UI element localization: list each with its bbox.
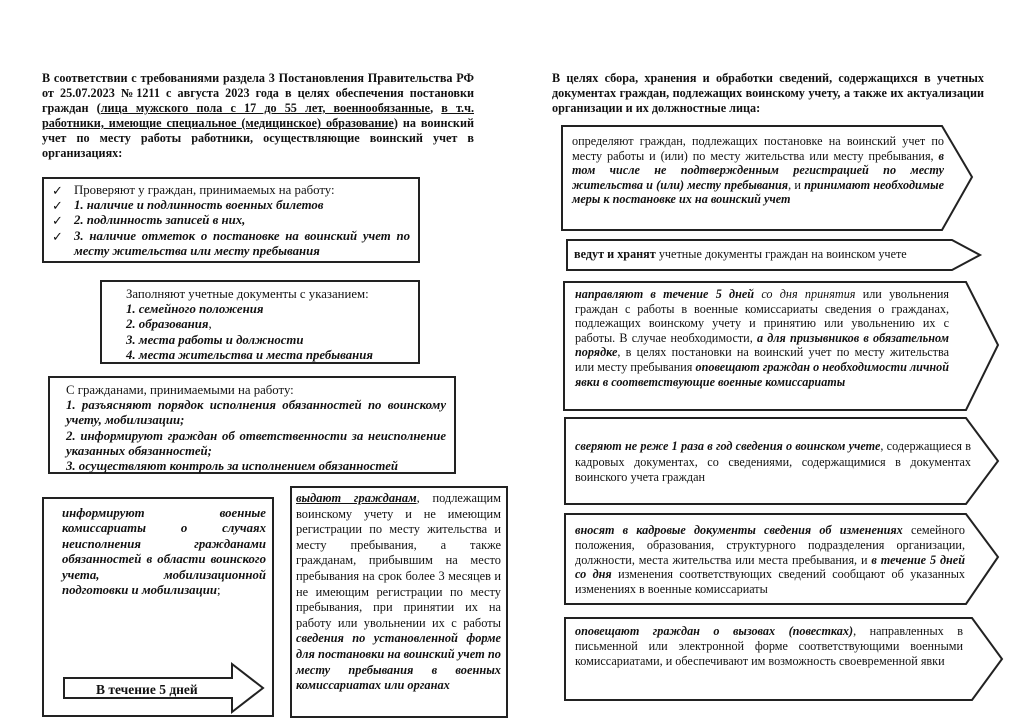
arrow-box-2-text (574, 247, 954, 262)
arrow-box-5-text (575, 523, 965, 597)
hire-item-1: 1. разъясняют порядок исполнения обязанностей по воинскому учету, мобилизации; (66, 398, 446, 428)
r5-a: вносят в кадровые документы сведения об изменениях (575, 523, 903, 537)
r3-f: оповещают граждан о необходимости личной явки в соответствующие военные комиссариаты (575, 359, 949, 389)
hire-item-2: 2. информируют граждан об ответственности за неисполнение указанных обязанностей; (66, 428, 446, 458)
issue-tail: сведения по установленной форме для постановки на воинский учет по месту пребывания в военных комиссариатах или органах (296, 631, 501, 693)
check-mark-icon: ✓ (52, 183, 63, 198)
r5-d: изменения соответствующих сведений сообщают об указанных изменениях в военные комиссариаты (575, 567, 965, 597)
r1-c: , и (788, 177, 805, 192)
check-mark-icon: ✓ (52, 213, 63, 229)
r3-c: или увольнения граждан с работы в военные комиссариаты сведения о гражданах, подлежащих воинскому учету и принятию или увольнению их с работы. В случае необходимости, (575, 287, 950, 345)
check-item-1-text: 1. наличие и подлинность военных билетов (74, 198, 324, 213)
r3-a: направляют в течение 5 дней (575, 287, 755, 301)
arrow-box-3-text (575, 287, 949, 389)
inform-lead: информируют (62, 506, 145, 520)
fill-item-4: 4. места жительства и места пребывания (126, 347, 373, 362)
fill-item-3: 3. места работы и должности (126, 332, 304, 347)
r3-d: а для призывников в обязательном порядке (575, 330, 949, 360)
issue-body: , подлежащим воинскому учету и не имеющим регистрации по месту жительства и месту пребывания, а также гражданам, прибывшим на место пребывания на срок более 3 месяцев и не имеющим регистрации по месту пребывания, при принятии их на работу или увольнении их с работы (296, 491, 501, 630)
fill-item-2: 2. образования (126, 317, 209, 332)
r5-b: семейного положения, образования, структурного подразделения организации, должности, места жительства или места пребывания, и (575, 523, 965, 567)
check-mark-icon: ✓ (52, 198, 63, 214)
r3-e: , в целях постановки на воинский учет по месту жительства или месту пребывания (575, 345, 949, 374)
hire-item-3: 3. осуществляют контроль за исполнением обязанностей (66, 459, 398, 474)
issue-lead: выдают гражданам (296, 491, 417, 505)
right-intro-paragraph: В целях сбора, хранения и обработки сведений, содержащихся в учетных документах граждан, подлежащих воинскому учету, а также их актуализации организации и их должностные лица: (552, 71, 984, 115)
five-days-label: В течение 5 дней (96, 682, 198, 697)
r1-b: в том числе не подтвержденным регистрацией по месту жительства и (или) месту пребывания (572, 148, 944, 192)
inform-body: военные комиссариаты о случаях неисполнения гражданами обязанностей в области воинского учета, мобилизационной подготовки и мобилизации (62, 506, 266, 598)
check-mark-icon: ✓ (52, 228, 63, 244)
r6-b: , направленных в письменной или электронной форме соответствующими военными комиссариатами, и обеспечивают им возможность своевременной явки (575, 624, 963, 668)
r5-c: в течение 5 дней со дня (575, 552, 965, 582)
r1-a: определяют граждан, подлежащих постановке на воинский учет по месту работы и (или) по месту жительства или месту пребывания, (572, 134, 944, 163)
check-item-3-text: 3. наличие отметок о постановке на воинский учет по месту жительства или месту пребывания (74, 228, 410, 258)
hire-box-header: С гражданами, принимаемыми на работу: (66, 383, 294, 397)
r4-b: , содержащиеся в кадровых документах, со сведениями, содержащимися в документах воинского учета граждан (575, 439, 971, 484)
r6-a: оповещают граждан о вызовах (повестках) (575, 624, 854, 638)
left-intro-part-1: В соответствии с требованиями раздела 3 Постановления Правительства РФ от 25.07.2023 №1211 с августа 2023 года в целях обеспечения постановки граждан ( (42, 71, 474, 115)
fill-item-2-comma: , (208, 317, 212, 332)
fill-item-1: 1. семейного положения (126, 302, 264, 317)
r4-a: сверяют не реже 1 раза в год сведения о воинском учете (575, 439, 881, 453)
r1-d: принимают необходимые меры к постановке их на воинский учет (572, 177, 944, 207)
left-intro-part-3: , (430, 101, 442, 115)
fill-box-header: Заполняют учетные документы с указанием: (126, 287, 369, 301)
left-intro-part-5: ) на воинский учет по месту работы работники, осуществляющие воинский учет в организациях: (42, 116, 474, 160)
r2-a: ведут и хранят (574, 247, 656, 261)
left-intro-persons: лица мужского пола с 17 до 55 лет, военнообязанные (100, 101, 431, 115)
check-box-header: Проверяют у граждан, принимаемых на работу: (74, 183, 335, 197)
arrow-box-4-text (575, 439, 971, 486)
inform-tail: ; (216, 583, 221, 598)
left-intro-workers: в т.ч. работники, имеющие специальное (медицинское) образование (42, 101, 475, 130)
arrow-box-6-text (575, 624, 963, 669)
arrow-box-1-text (572, 134, 944, 207)
r2-b: учетные документы граждан на воинском учете (655, 247, 907, 261)
r3-b: со дня принятия (754, 287, 856, 301)
check-item-2-text: 2. подлинность записей в них, (74, 213, 246, 228)
